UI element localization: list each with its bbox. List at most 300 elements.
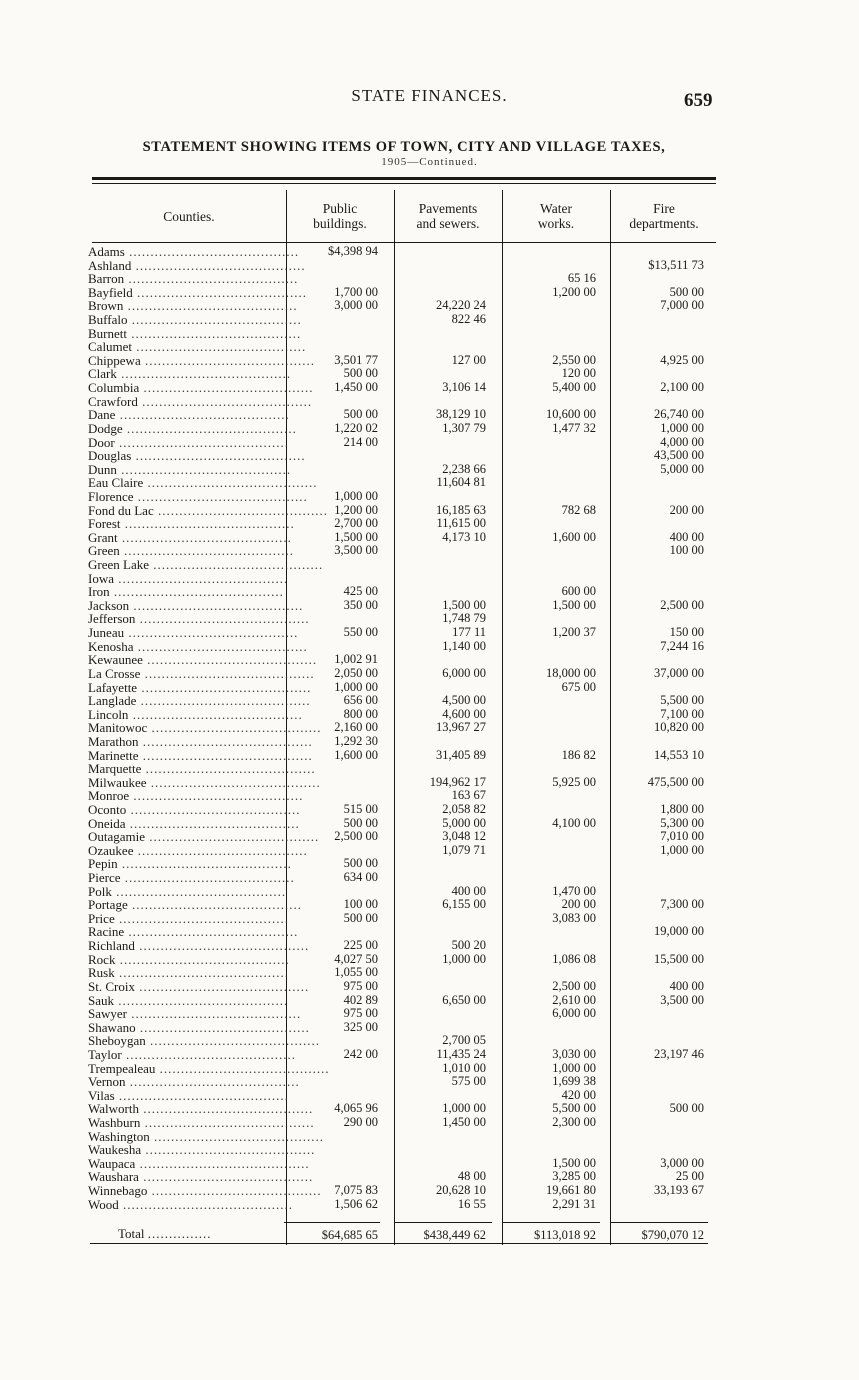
- cell-public-buildings: 1,055 00: [334, 965, 378, 980]
- county-name: Burnett ........................................: [88, 325, 302, 341]
- table-row: [0, 694, 859, 708]
- cell-fire-departments: 33,193 67: [654, 1183, 704, 1198]
- cell-fire-departments: $13,511 73: [648, 257, 704, 272]
- county-name: Price ........................................: [88, 910, 289, 926]
- county-name: Barron ........................................: [88, 271, 299, 287]
- cell-pavements-sewers: 13,967 27: [436, 720, 486, 735]
- cell-fire-departments: 200 00: [669, 502, 704, 517]
- county-name: Iron ........................................: [88, 584, 284, 600]
- county-name: Brown ........................................: [88, 298, 298, 314]
- cell-water-works: 3,083 00: [552, 910, 596, 925]
- table-row: [0, 708, 859, 722]
- cell-public-buildings: 975 00: [343, 978, 378, 993]
- sum-rule: [394, 1222, 492, 1223]
- cell-public-buildings: 1,292 30: [334, 733, 378, 748]
- cell-fire-departments: 475,500 00: [647, 774, 704, 789]
- sum-rule: [610, 1222, 708, 1223]
- cell-fire-departments: 150 00: [669, 625, 704, 640]
- table-row: [0, 476, 859, 490]
- cell-fire-departments: 10,820 00: [654, 720, 704, 735]
- cell-pavements-sewers: 2,700 05: [442, 1033, 486, 1048]
- total-pavements-sewers: $438,449 62: [423, 1228, 486, 1242]
- county-name: Portage ........................................: [88, 897, 302, 913]
- cell-water-works: 1,500 00: [552, 597, 596, 612]
- cell-fire-departments: 5,500 00: [660, 693, 704, 708]
- cell-water-works: 2,500 00: [552, 978, 596, 993]
- county-name: Trempealeau ........................................: [88, 1060, 330, 1076]
- county-name: Oconto ........................................: [88, 801, 301, 817]
- cell-public-buildings: 1,220 02: [334, 420, 378, 435]
- cell-water-works: 10,600 00: [546, 407, 596, 422]
- cell-pavements-sewers: 5,000 00: [442, 815, 486, 830]
- column-header-public-buildings: Public buildings.: [313, 201, 367, 231]
- county-name: Forest ........................................: [88, 516, 295, 532]
- cell-public-buildings: 1,500 00: [334, 529, 378, 544]
- county-name: Juneau ........................................: [88, 625, 299, 641]
- cell-pavements-sewers: 31,405 89: [436, 747, 486, 762]
- county-name: Buffalo ........................................: [88, 312, 302, 328]
- county-name: Calumet ........................................: [88, 339, 307, 355]
- cell-pavements-sewers: 1,010 00: [442, 1060, 486, 1075]
- cell-public-buildings: 1,506 62: [334, 1196, 378, 1211]
- cell-water-works: 3,285 00: [552, 1169, 596, 1184]
- cell-water-works: 186 82: [561, 747, 596, 762]
- county-name: Polk ........................................: [88, 883, 287, 899]
- cell-fire-departments: 400 00: [669, 978, 704, 993]
- county-name: Jackson ........................................: [88, 597, 304, 613]
- cell-pavements-sewers: 3,048 12: [442, 829, 486, 844]
- cell-public-buildings: 500 00: [343, 815, 378, 830]
- cell-water-works: 18,000 00: [546, 665, 596, 680]
- cell-pavements-sewers: 11,615 00: [436, 516, 486, 531]
- county-name: Richland ........................................: [88, 938, 310, 954]
- cell-fire-departments: 2,500 00: [660, 597, 704, 612]
- cell-pavements-sewers: 6,155 00: [442, 897, 486, 912]
- cell-pavements-sewers: 16,185 63: [436, 502, 486, 517]
- table-row: [0, 762, 859, 776]
- table-row: [0, 504, 859, 518]
- table-row: [0, 1007, 859, 1021]
- total-water-works: $113,018 92: [533, 1228, 596, 1242]
- cell-water-works: 1,200 00: [552, 284, 596, 299]
- cell-pavements-sewers: 4,173 10: [442, 529, 486, 544]
- table-row: [0, 354, 859, 368]
- sum-rule: [502, 1222, 600, 1223]
- cell-fire-departments: 3,000 00: [660, 1155, 704, 1170]
- cell-fire-departments: 400 00: [669, 529, 704, 544]
- county-name: Kenosha ........................................: [88, 638, 308, 654]
- table-row: [0, 1089, 859, 1103]
- county-name: Manitowoc ........................................: [88, 720, 322, 736]
- county-name: Marquette ........................................: [88, 761, 316, 777]
- cell-public-buildings: $4,398 94: [328, 244, 378, 258]
- cell-public-buildings: 100 00: [343, 897, 378, 912]
- table-row: [0, 966, 859, 980]
- table-row: [0, 653, 859, 667]
- cell-pavements-sewers: 3,106 14: [442, 380, 486, 395]
- cell-water-works: 2,550 00: [552, 352, 596, 367]
- cell-water-works: 1,086 08: [552, 951, 596, 966]
- table-row: [0, 272, 859, 286]
- table-row: [0, 817, 859, 831]
- cell-public-buildings: 1,700 00: [334, 284, 378, 299]
- cell-public-buildings: 4,027 50: [334, 951, 378, 966]
- cell-pavements-sewers: 11,435 24: [436, 1046, 486, 1061]
- cell-pavements-sewers: 20,628 10: [436, 1183, 486, 1198]
- cell-pavements-sewers: 1,500 00: [442, 597, 486, 612]
- tax-table-body: [0, 245, 859, 1211]
- cell-fire-departments: 500 00: [669, 1101, 704, 1116]
- cell-fire-departments: 26,740 00: [654, 407, 704, 422]
- county-name: Green ........................................: [88, 543, 295, 559]
- running-head: STATE FINANCES.: [351, 86, 508, 105]
- cell-public-buildings: 500 00: [343, 910, 378, 925]
- table-row: [0, 980, 859, 994]
- cell-water-works: 1,699 38: [552, 1074, 596, 1089]
- table-row: [0, 721, 859, 735]
- table-row: [0, 259, 859, 273]
- county-name: Waupaca ........................................: [88, 1155, 310, 1171]
- county-name: Bayfield ........................................: [88, 284, 308, 300]
- table-row: [0, 395, 859, 409]
- cell-pavements-sewers: 127 00: [451, 352, 486, 367]
- cell-pavements-sewers: 1,140 00: [442, 638, 486, 653]
- cell-public-buildings: 1,450 00: [334, 380, 378, 395]
- cell-fire-departments: 7,300 00: [660, 897, 704, 912]
- total-label: Total ...............: [118, 1226, 212, 1241]
- cell-public-buildings: 3,000 00: [334, 298, 378, 313]
- table-row: [0, 844, 859, 858]
- county-name: Sawyer ........................................: [88, 1006, 302, 1022]
- table-row: [0, 531, 859, 545]
- cell-pavements-sewers: 822 46: [451, 312, 486, 327]
- cell-public-buildings: 2,050 00: [334, 665, 378, 680]
- cell-public-buildings: 634 00: [343, 870, 378, 885]
- county-name: Dunn ........................................: [88, 461, 292, 477]
- cell-public-buildings: 500 00: [343, 366, 378, 381]
- table-row: [0, 667, 859, 681]
- cell-fire-departments: 2,100 00: [660, 380, 704, 395]
- cell-water-works: 19,661 80: [546, 1183, 596, 1198]
- table-row: [0, 953, 859, 967]
- county-name: Vilas ........................................: [88, 1087, 289, 1103]
- cell-pavements-sewers: 1,079 71: [442, 842, 486, 857]
- cell-public-buildings: 4,065 96: [334, 1101, 378, 1116]
- cell-fire-departments: 7,244 16: [660, 638, 704, 653]
- county-name: Iowa ........................................: [88, 570, 289, 586]
- county-name: Ozaukee ........................................: [88, 842, 308, 858]
- cell-water-works: 1,600 00: [552, 529, 596, 544]
- cell-pavements-sewers: 500 20: [451, 938, 486, 953]
- cell-pavements-sewers: 1,307 79: [442, 420, 486, 435]
- cell-water-works: 120 00: [561, 366, 596, 381]
- cell-fire-departments: 1,000 00: [660, 420, 704, 435]
- cell-public-buildings: 2,700 00: [334, 516, 378, 531]
- table-top-rule: [92, 177, 716, 184]
- cell-public-buildings: 2,500 00: [334, 829, 378, 844]
- column-header-pavements-sewers: Pavements and sewers.: [416, 201, 480, 231]
- cell-water-works: 782 68: [561, 502, 596, 517]
- table-row: [0, 1021, 859, 1035]
- county-name: Washington ........................................: [88, 1128, 325, 1144]
- table-row: [0, 299, 859, 313]
- table-row: [0, 885, 859, 899]
- table-row: [0, 1116, 859, 1130]
- cell-public-buildings: 1,000 00: [334, 488, 378, 503]
- cell-pavements-sewers: 11,604 81: [436, 475, 486, 490]
- cell-water-works: 3,030 00: [552, 1046, 596, 1061]
- table-row: [0, 286, 859, 300]
- county-name: Oneida ........................................: [88, 815, 300, 831]
- cell-pavements-sewers: 194,962 17: [429, 774, 486, 789]
- county-name: Door ........................................: [88, 434, 289, 450]
- table-row: [0, 313, 859, 327]
- county-name: Columbia ........................................: [88, 380, 314, 396]
- cell-pavements-sewers: 4,500 00: [442, 693, 486, 708]
- county-name: Winnebago ........................................: [88, 1183, 322, 1199]
- column-header-counties: Counties.: [163, 208, 215, 224]
- table-row: [0, 245, 859, 259]
- county-name: St. Croix ........................................: [88, 978, 310, 994]
- cell-water-works: 1,500 00: [552, 1155, 596, 1170]
- table-row: [0, 1157, 859, 1171]
- cell-pavements-sewers: 163 67: [451, 788, 486, 803]
- table-row: [0, 1130, 859, 1144]
- cell-water-works: 675 00: [561, 679, 596, 694]
- cell-pavements-sewers: 6,650 00: [442, 992, 486, 1007]
- cell-public-buildings: 2,160 00: [334, 720, 378, 735]
- table-row: [0, 789, 859, 803]
- county-name: Washburn ........................................: [88, 1115, 315, 1130]
- cell-water-works: 2,291 31: [552, 1196, 596, 1211]
- total-fire-departments: $790,070 12: [641, 1228, 704, 1242]
- county-name: Eau Claire ........................................: [88, 475, 318, 491]
- cell-water-works: 1,470 00: [552, 883, 596, 898]
- county-name: Adams ........................................: [88, 244, 300, 259]
- cell-public-buildings: 550 00: [343, 625, 378, 640]
- table-row: [0, 776, 859, 790]
- table-row: [0, 912, 859, 926]
- county-name: Rock ........................................: [88, 951, 290, 967]
- statement-title: STATEMENT SHOWING ITEMS OF TOWN, CITY AND VILLAGE TAXES,: [142, 139, 666, 155]
- cell-public-buildings: 214 00: [343, 434, 378, 449]
- table-row: [0, 1034, 859, 1048]
- county-name: Fond du Lac ........................................: [88, 502, 328, 518]
- table-row: [0, 463, 859, 477]
- cell-water-works: 5,500 00: [552, 1101, 596, 1116]
- table-row: [0, 925, 859, 939]
- county-name: Rusk ........................................: [88, 965, 289, 981]
- county-name: Sauk ........................................: [88, 992, 289, 1008]
- cell-public-buildings: 242 00: [343, 1046, 378, 1061]
- table-row: [0, 871, 859, 885]
- table-row: [0, 803, 859, 817]
- cell-water-works: 5,925 00: [552, 774, 596, 789]
- table-row: [0, 367, 859, 381]
- cell-fire-departments: 5,000 00: [660, 461, 704, 476]
- table-bottom-rule: [90, 1243, 708, 1244]
- table-row: [0, 681, 859, 695]
- cell-water-works: 600 00: [561, 584, 596, 599]
- table-row: [0, 327, 859, 341]
- county-name: Monroe ........................................: [88, 788, 304, 804]
- table-row: [0, 490, 859, 504]
- table-row: [0, 857, 859, 871]
- cell-public-buildings: 325 00: [343, 1019, 378, 1034]
- sum-rule: [284, 1222, 380, 1223]
- cell-public-buildings: 515 00: [343, 801, 378, 816]
- cell-pavements-sewers: 2,238 66: [442, 461, 486, 476]
- cell-public-buildings: 290 00: [343, 1115, 378, 1129]
- cell-pavements-sewers: 177 11: [452, 625, 486, 640]
- county-name: Clark ........................................: [88, 366, 292, 382]
- cell-public-buildings: 350 00: [343, 597, 378, 612]
- table-row: [0, 1062, 859, 1076]
- cell-water-works: 4,100 00: [552, 815, 596, 830]
- cell-water-works: 1,200 37: [552, 625, 596, 640]
- cell-water-works: 200 00: [561, 897, 596, 912]
- county-name: Walworth ........................................: [88, 1101, 314, 1117]
- county-name: Waukesha ........................................: [88, 1142, 316, 1158]
- table-row: [0, 1184, 859, 1198]
- county-name: Langlade ........................................: [88, 693, 311, 709]
- county-name: Shawano ........................................: [88, 1019, 310, 1035]
- cell-pavements-sewers: 400 00: [451, 883, 486, 898]
- cell-water-works: 1,000 00: [552, 1060, 596, 1075]
- cell-fire-departments: 7,010 00: [660, 829, 704, 844]
- table-row: [0, 994, 859, 1008]
- cell-water-works: 6,000 00: [552, 1006, 596, 1021]
- cell-public-buildings: 225 00: [343, 938, 378, 953]
- cell-public-buildings: 1,002 91: [334, 652, 378, 667]
- cell-public-buildings: 1,200 00: [334, 502, 378, 517]
- cell-pavements-sewers: 575 00: [451, 1074, 486, 1089]
- county-name: Taylor ........................................: [88, 1046, 296, 1062]
- cell-fire-departments: 25 00: [675, 1169, 704, 1184]
- cell-fire-departments: 3,500 00: [660, 992, 704, 1007]
- table-row: [0, 517, 859, 531]
- table-row: [0, 408, 859, 422]
- cell-fire-departments: 23,197 46: [654, 1046, 704, 1061]
- county-name: Kewaunee ........................................: [88, 652, 318, 668]
- cell-public-buildings: 425 00: [343, 584, 378, 599]
- table-row: [0, 939, 859, 953]
- table-row: [0, 1170, 859, 1184]
- table-header-rule: [92, 242, 716, 243]
- cell-fire-departments: 1,800 00: [660, 801, 704, 816]
- cell-public-buildings: 402 89: [343, 992, 378, 1007]
- county-name: Milwaukee ........................................: [88, 774, 321, 790]
- table-row: [0, 340, 859, 354]
- cell-public-buildings: 975 00: [343, 1006, 378, 1021]
- county-name: Lincoln ........................................: [88, 706, 303, 722]
- cell-fire-departments: 1,000 00: [660, 842, 704, 857]
- table-row: [0, 749, 859, 763]
- table-row: [0, 640, 859, 654]
- table-row: [0, 898, 859, 912]
- cell-pavements-sewers: 6,000 00: [442, 665, 486, 680]
- table-row: [0, 449, 859, 463]
- cell-pavements-sewers: 1,000 00: [442, 951, 486, 966]
- county-name: Marathon ........................................: [88, 733, 313, 749]
- cell-fire-departments: 5,300 00: [660, 815, 704, 830]
- cell-fire-departments: 100 00: [669, 543, 704, 558]
- county-name: Outagamie ........................................: [88, 829, 320, 845]
- total-public-buildings: $64,685 65: [321, 1228, 378, 1242]
- cell-public-buildings: 3,501 77: [334, 352, 378, 367]
- county-name: Crawford ........................................: [88, 393, 313, 409]
- cell-pavements-sewers: 48 00: [457, 1169, 486, 1184]
- column-header-water-works: Water works.: [537, 201, 575, 231]
- cell-public-buildings: 500 00: [343, 856, 378, 871]
- cell-water-works: 65 16: [567, 271, 596, 286]
- cell-public-buildings: 7,075 83: [334, 1183, 378, 1198]
- county-name: Lafayette ........................................: [88, 679, 312, 695]
- cell-fire-departments: 7,100 00: [660, 706, 704, 721]
- table-row: [0, 599, 859, 613]
- table-row: [0, 1198, 859, 1212]
- column-header-fire-departments: Fire departments.: [629, 201, 699, 231]
- table-row: [0, 558, 859, 572]
- table-row: [0, 1048, 859, 1062]
- table-row: [0, 626, 859, 640]
- county-name: Dane ........................................: [88, 407, 290, 423]
- cell-fire-departments: 19,000 00: [654, 924, 704, 939]
- table-row: [0, 436, 859, 450]
- table-row: [0, 830, 859, 844]
- cell-fire-departments: 14,553 10: [654, 747, 704, 762]
- county-name: Dodge ........................................: [88, 420, 297, 436]
- county-name: Jefferson ........................................: [88, 611, 310, 627]
- cell-pavements-sewers: 24,220 24: [436, 298, 486, 313]
- table-row: [0, 1143, 859, 1157]
- cell-fire-departments: 4,925 00: [660, 352, 704, 367]
- table-row: [0, 585, 859, 599]
- table-row: [0, 1075, 859, 1089]
- page-number: 659: [684, 90, 713, 111]
- table-row: [0, 1102, 859, 1116]
- cell-fire-departments: 7,000 00: [660, 298, 704, 313]
- county-name: La Crosse ........................................: [88, 665, 315, 681]
- county-name: Vernon ........................................: [88, 1074, 300, 1090]
- cell-fire-departments: 500 00: [669, 284, 704, 299]
- table-row: [0, 735, 859, 749]
- cell-public-buildings: 3,500 00: [334, 543, 378, 558]
- cell-public-buildings: 800 00: [343, 706, 378, 721]
- cell-pavements-sewers: 4,600 00: [442, 706, 486, 721]
- cell-water-works: 5,400 00: [552, 380, 596, 395]
- cell-pavements-sewers: 38,129 10: [436, 407, 486, 422]
- cell-fire-departments: 4,000 00: [660, 434, 704, 449]
- cell-pavements-sewers: 1,000 00: [442, 1101, 486, 1116]
- cell-pavements-sewers: 1,748 79: [442, 611, 486, 626]
- county-name: Marinette ........................................: [88, 747, 313, 763]
- cell-fire-departments: 43,500 00: [654, 448, 704, 463]
- county-name: Chippewa ........................................: [88, 352, 315, 368]
- cell-water-works: 1,477 32: [552, 420, 596, 435]
- county-name: Grant ........................................: [88, 529, 292, 545]
- cell-public-buildings: 1,000 00: [334, 679, 378, 694]
- table-row: [0, 612, 859, 626]
- cell-water-works: 2,300 00: [552, 1115, 596, 1129]
- cell-fire-departments: 37,000 00: [654, 665, 704, 680]
- cell-public-buildings: 500 00: [343, 407, 378, 422]
- county-name: Waushara ........................................: [88, 1169, 314, 1185]
- cell-public-buildings: 1,600 00: [334, 747, 378, 762]
- county-name: Wood ........................................: [88, 1196, 293, 1212]
- cell-pavements-sewers: 16 55: [457, 1196, 486, 1211]
- county-name: Douglas ........................................: [88, 448, 306, 464]
